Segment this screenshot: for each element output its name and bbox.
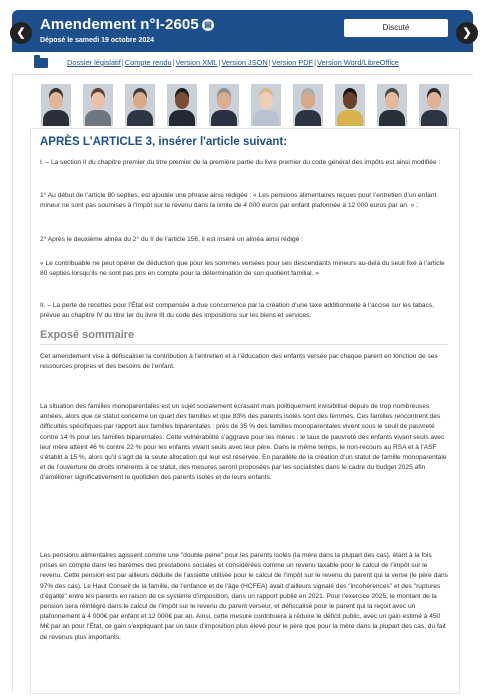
signatory-photo[interactable] bbox=[125, 84, 155, 126]
photo-head bbox=[301, 92, 315, 109]
link-separator: | bbox=[218, 58, 221, 67]
article-paragraph: 1° Au début de l’article 80 septies, est ajoutée une phrase ainsi rédigée : « Les pensions alimentaires reçues pour l’entretien d’un enfant mineur ne sont pas soumises à l’impôt sur le revenu dans la limite de 4 000 euros par enfant plafonnée à 12 000 euros par an. » ; bbox=[40, 192, 437, 210]
link-separator: | bbox=[268, 58, 271, 67]
photo-head bbox=[427, 92, 441, 109]
amendment-content bbox=[40, 136, 448, 641]
photo-body bbox=[253, 110, 279, 126]
expose-paragraph: La situation des familles monoparentales est un sujet socialement écrasant mais politiquement invisibilisé depuis de trop nombreuses années, alors que ce statut concerne un quart des familles et que 83% des parents isolés sont des femmes. Ces familles rencontrent des difficultés spécifiques par rapport aux familles biparentales : près de 35 % des familles monoparentales vivent sous le seuil de pauvreté contre 14 % pour les familles biparentales. Cette vulnérabilité s’aggrave pour les mères : le taux de pauvreté des enfants vivant seuls avec leur mère atteint 46 % contre 22 % pour les enfants vivant seuls avec leur père. Dans le même temps, le non-recours au RSA et à l’ASF s’établit à 15 %, alors qu’il s’agit de la seule allocation qui leur est réservée. En parallèle de la création d’un statut de famille monoparentale et de l’ouverture de droits inhérents à ce statut, des mesures seront proposées par les socialistes dans le cadre du budget 2025 afin d’améliorer significativement le quotidien des parents isolés et de leurs enfants. bbox=[40, 403, 447, 482]
photo-body bbox=[169, 110, 195, 126]
signatory-photo[interactable] bbox=[251, 84, 281, 126]
document-links-bar bbox=[12, 52, 473, 75]
status-badge[interactable]: Discuté bbox=[344, 19, 448, 37]
signatory-photo[interactable] bbox=[83, 84, 113, 126]
link-compte-rendu[interactable]: Compte rendu bbox=[124, 58, 172, 67]
photo-head bbox=[133, 92, 147, 109]
photo-head bbox=[217, 92, 231, 109]
photo-body bbox=[295, 110, 321, 126]
chevron-left-icon[interactable]: ❮ bbox=[10, 22, 32, 44]
link-dossier-legislatif[interactable]: Dossier législatif bbox=[67, 58, 121, 67]
photo-head bbox=[259, 92, 273, 109]
document-icon[interactable]: ▤ bbox=[202, 19, 214, 31]
link-separator: | bbox=[314, 58, 317, 67]
photo-head bbox=[91, 92, 105, 109]
link-separator: | bbox=[172, 58, 175, 67]
frame-border bbox=[12, 52, 13, 692]
signatory-photo[interactable] bbox=[41, 84, 71, 126]
photo-body bbox=[85, 110, 111, 126]
photo-body bbox=[211, 110, 237, 126]
photo-head bbox=[175, 92, 189, 109]
signatory-photo[interactable] bbox=[419, 84, 449, 126]
signatory-photo[interactable] bbox=[377, 84, 407, 126]
photo-body bbox=[43, 110, 69, 126]
signatory-photo[interactable] bbox=[209, 84, 239, 126]
article-paragraph: II. – La perte de recettes pour l’État est compensée à due concurrence par la création d’une taxe additionnelle à l’accise sur les tabacs, prévue au chapitre IV du titre Ier du livre III du code des impositions sur les biens et services. bbox=[40, 302, 435, 320]
deposit-date: Déposé le samedi 19 octobre 2024 bbox=[40, 37, 154, 44]
article-paragraph: 2° Après le deuxième alinéa du 2° du II de l’article 156, il est inséré un alinéa ainsi rédigé : bbox=[40, 236, 303, 243]
chevron-right-icon[interactable]: ❯ bbox=[456, 22, 478, 44]
link-version-xml[interactable]: Version XML bbox=[175, 58, 218, 67]
expose-heading: Exposé sommaire bbox=[40, 329, 135, 341]
expose-paragraph: Les pensions alimentaires agissent comme une "double peine" pour les parents isolés (la mère dans la plupart des cas), étant à la fois prises en compte dans les barèmes des prestations sociales et considérées comme un revenu taxable pour le calcul de l’impôt sur le revenu. Cette pension est par ailleurs déduite de l’assiette utilisée pour le calcul de l’impôt sur le revenu du parent qui la verse (le père dans 97% des cas). Le Haut Conseil de la famille, de l’enfance et de l’âge (HCFEA) avait d’ailleurs signalé des "incohérences" et des "ruptures d’égalité" entre les parents en raison de ce système d’imposition, dans un rapport publié en 2021. Pour l’exercice 2025, le montant de la pension sera réintégré dans le calcul de l’impôt sur le revenu du parent verseur, et défiscalisé pour le parent qui la reçoit avec un plafonnement à 4 000€ par enfant et 12 000€ par an. Ainsi, cette mesure contribuera à réduire le déficit public, avec un gain estimé à 450 M€ par an pour l’État, ce gain s’expliquant par un taux d’imposition plus élevé pour le père que pour la mère dans la plupart des cas, du fait de revenus plus importants. bbox=[40, 552, 448, 641]
article-paragraph: I. – La section II du chapitre premier du titre premier de la première partie du livre premier du code général des impôts est ainsi modifiée : bbox=[40, 159, 441, 166]
signatory-photo[interactable] bbox=[335, 84, 365, 126]
article-paragraph: « Le contribuable ne peut opérer de déduction que pour les sommes versées pour ses descendants mineurs au-delà du seuil fixé à l’article 80 septies lorsqu’ils ne sont pas pris en compte pour la détermination de son quotient familial. » bbox=[40, 260, 445, 278]
photo-body bbox=[421, 110, 447, 126]
photo-body bbox=[379, 110, 405, 126]
photo-head bbox=[343, 92, 357, 109]
link-separator: | bbox=[121, 58, 124, 67]
expose-paragraph: Cet amendement vise à défiscaliser la contribution à l’entretien et à l’éducation des enfants versée par chaque parent en fonction de ses ressources propres et des besoins de l’enfant. bbox=[40, 353, 438, 371]
article-heading: APRÈS L'ARTICLE 3, insérer l'article suivant: bbox=[40, 136, 288, 148]
page-title: Amendement n°I-2605 bbox=[40, 16, 199, 33]
signatory-photo[interactable] bbox=[167, 84, 197, 126]
photo-body bbox=[337, 110, 363, 126]
divider bbox=[40, 344, 448, 345]
link-version-json[interactable]: Version JSON bbox=[221, 58, 268, 67]
folder-icon[interactable] bbox=[34, 58, 48, 68]
photo-body bbox=[127, 110, 153, 126]
link-version-word[interactable]: Version Word/LibreOffice bbox=[317, 58, 399, 67]
link-version-pdf[interactable]: Version PDF bbox=[271, 58, 314, 67]
photo-head bbox=[49, 92, 63, 109]
amendment-header bbox=[12, 10, 473, 52]
signatory-photo[interactable] bbox=[293, 84, 323, 126]
document-links bbox=[67, 58, 399, 67]
photo-head bbox=[385, 92, 399, 109]
